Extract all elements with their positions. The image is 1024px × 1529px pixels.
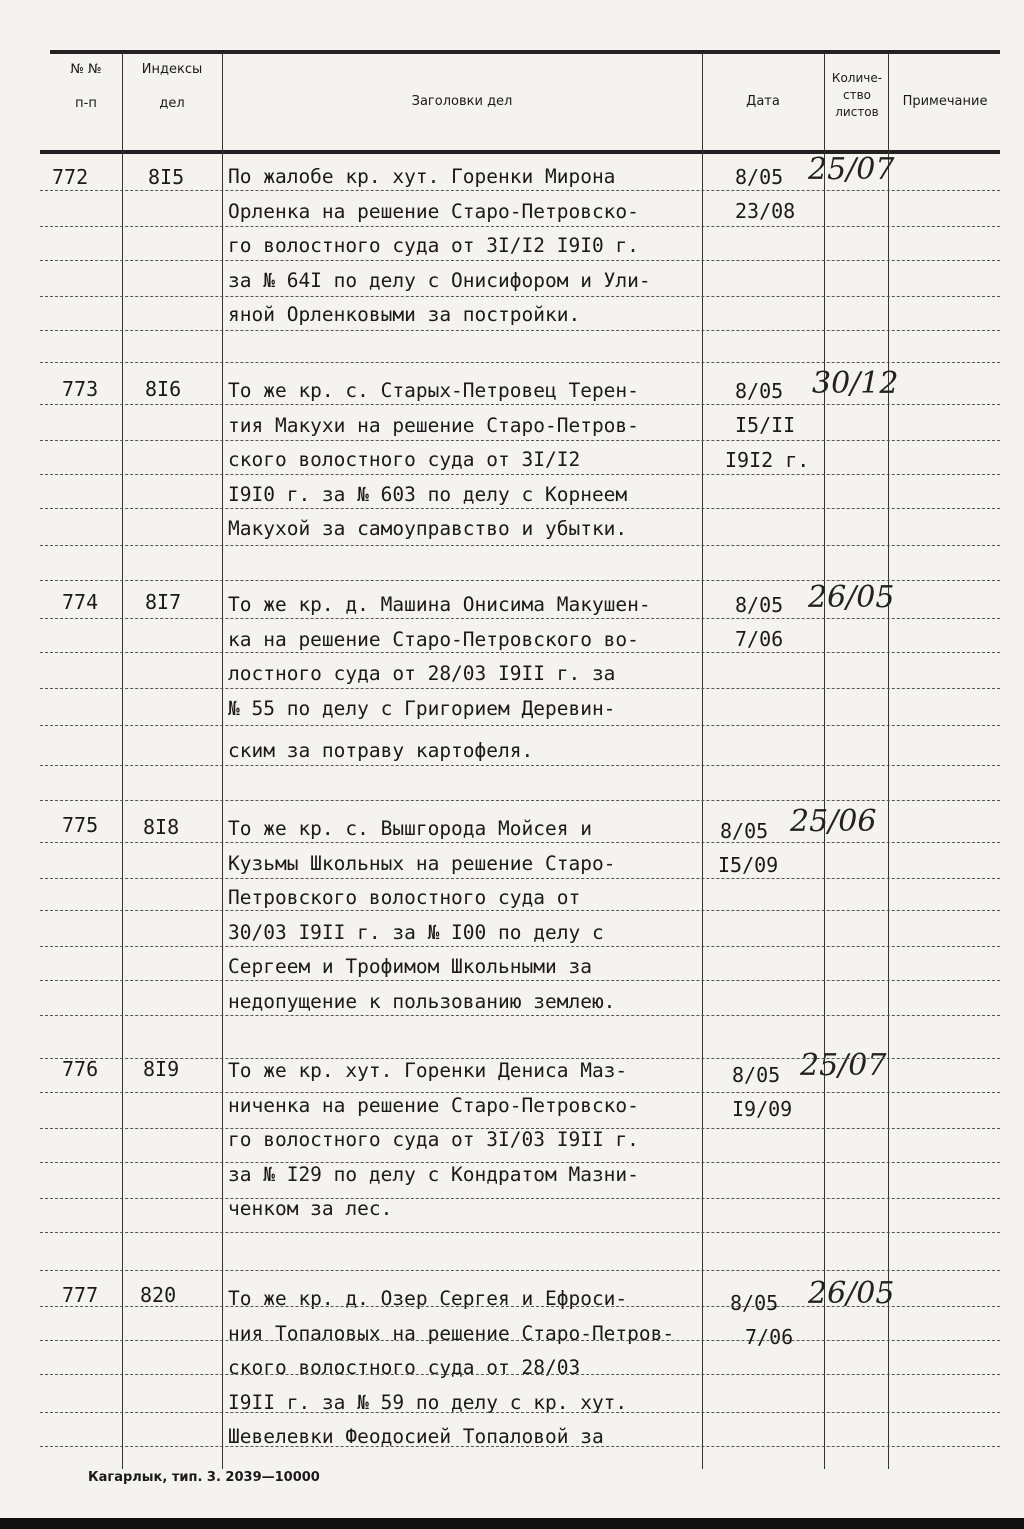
entry-number: 772: [52, 165, 89, 189]
entry-number: 774: [62, 590, 99, 614]
entry-date-start: 8/05: [720, 819, 769, 843]
ruled-line: [40, 725, 1000, 726]
entry-date-end: I5/09: [718, 853, 779, 877]
entry-date-end: I5/II: [735, 413, 796, 437]
header-index: Индексы дел: [141, 62, 203, 111]
ruled-line: [40, 580, 1000, 581]
ruled-line: [40, 1374, 1000, 1375]
printer-imprint: Кагарлык, тип. 3. 2039—10000: [88, 1470, 320, 1485]
ruled-line: [40, 545, 1000, 546]
ruled-line: [40, 618, 1000, 619]
ruled-line: [40, 440, 1000, 441]
entry-index: 8I8: [143, 815, 180, 839]
ruled-line: [40, 842, 1000, 843]
ruled-line: [40, 1446, 1000, 1447]
column-divider: [222, 54, 223, 1469]
ruled-line: [40, 765, 1000, 766]
ruled-line: [40, 652, 1000, 653]
entry-number: 776: [62, 1057, 99, 1081]
entry-date-year: I9I2 г.: [725, 448, 810, 472]
sheet-count-handwritten: 25/07: [800, 1048, 887, 1083]
ruled-line: [40, 296, 1000, 297]
header-note: Примечание: [902, 94, 988, 109]
entry-title: То же кр. д. Машина Онисима Макушен- ка на решение Старо-Петровского во- лостного суда от 28/03 I9II г. за № 55 по делу с Григорием Деревин- ским за потраву картофеля.: [228, 593, 651, 762]
entry-title: То же кр. д. Озер Сергея и Ефроси- ния Топаловых на решение Старо-Петров- ского волостного суда от 28/03 I9II г. за № 59 по делу с кр. хут. Шевелевки Феодосией Топаловой за: [228, 1287, 675, 1448]
ruled-line: [40, 1092, 1000, 1093]
ruled-line: [40, 1128, 1000, 1129]
ruled-line: [40, 688, 1000, 689]
entry-date-start: 8/05: [732, 1063, 781, 1087]
ruled-line: [40, 404, 1000, 405]
column-divider: [888, 54, 889, 1469]
ruled-line: [40, 1270, 1000, 1271]
sheet-count-handwritten: 26/05: [808, 1276, 895, 1311]
header-date: Дата: [746, 94, 780, 109]
ruled-line: [40, 1058, 1000, 1059]
entry-index: 8I7: [145, 590, 182, 614]
entry-date-start: 8/05: [735, 165, 784, 189]
top-rule: [50, 50, 1000, 54]
ruled-line: [40, 1162, 1000, 1163]
ruled-line: [40, 190, 1000, 191]
entry-index: 8I6: [145, 377, 182, 401]
sheet-count-handwritten: 25/07: [808, 152, 895, 187]
ruled-line: [40, 980, 1000, 981]
ruled-line: [40, 330, 1000, 331]
header-title: Заголовки дел: [411, 94, 513, 109]
header-sheet-count: Количе- ство листов: [831, 71, 883, 119]
column-divider: [122, 54, 123, 1469]
ruled-line: [40, 474, 1000, 475]
entry-date-end: 7/06: [735, 627, 784, 651]
ruled-line: [40, 1198, 1000, 1199]
ruled-line: [40, 800, 1000, 801]
entry-number: 773: [62, 377, 99, 401]
scan-edge: [0, 1518, 1024, 1529]
entry-number: 777: [62, 1283, 99, 1307]
entry-date-end: 7/06: [745, 1325, 794, 1349]
entry-index: 8I5: [148, 165, 185, 189]
entry-date-start: 8/05: [735, 593, 784, 617]
ruled-line: [40, 1412, 1000, 1413]
ruled-line: [40, 946, 1000, 947]
entry-title: По жалобе кр. хут. Горенки Мирона Орленка на решение Старо-Петровско- го волостного суда от 3I/I2 I9I0 г. за № 64I по делу с Онисифором и Ули- яной Орленковыми за постройки.: [228, 165, 651, 326]
ruled-line: [40, 1340, 1000, 1341]
entry-title: То же кр. с. Старых-Петровец Терен- тия Макухи на решение Старо-Петров- ского волостного суда от 3I/I2 I9I0 г. за № 603 по делу с Корнеем Макухой за самоуправство и убытки.: [228, 379, 639, 540]
column-divider: [824, 54, 825, 1469]
entry-date-end: I9/09: [732, 1097, 793, 1121]
sheet-count-handwritten: 26/05: [808, 580, 895, 615]
entry-index: 8I9: [143, 1057, 180, 1081]
ruled-line: [40, 226, 1000, 227]
ruled-line: [40, 362, 1000, 363]
entry-index: 820: [140, 1283, 177, 1307]
sheet-count-handwritten: 25/06: [790, 804, 877, 839]
ruled-line: [40, 910, 1000, 911]
ruled-line: [40, 1015, 1000, 1016]
ruled-line: [40, 1232, 1000, 1233]
entry-date-end: 23/08: [735, 199, 796, 223]
entry-date-start: 8/05: [735, 379, 784, 403]
ruled-line: [40, 1306, 1000, 1307]
ruled-line: [40, 878, 1000, 879]
entry-title: То же кр. хут. Горенки Дениса Маз- ниченка на решение Старо-Петровско- го волостного суда от 3I/03 I9II г. за № I29 по делу с Кондратом Мазни- ченком за лес.: [228, 1059, 639, 1220]
entry-date-start: 8/05: [730, 1291, 779, 1315]
entry-number: 775: [62, 813, 99, 837]
sheet-count-handwritten: 30/12: [812, 366, 899, 401]
entry-title: То же кр. с. Вышгорода Мойсея и Кузьмы Школьных на решение Старо- Петровского волостного суда от 30/03 I9II г. за № I00 по делу с Сергеем и Трофимом Школьными за недопущение к пользованию землею.: [228, 817, 616, 1013]
ruled-line: [40, 260, 1000, 261]
ruled-line: [40, 508, 1000, 509]
header-number: № № п-п: [70, 62, 102, 111]
